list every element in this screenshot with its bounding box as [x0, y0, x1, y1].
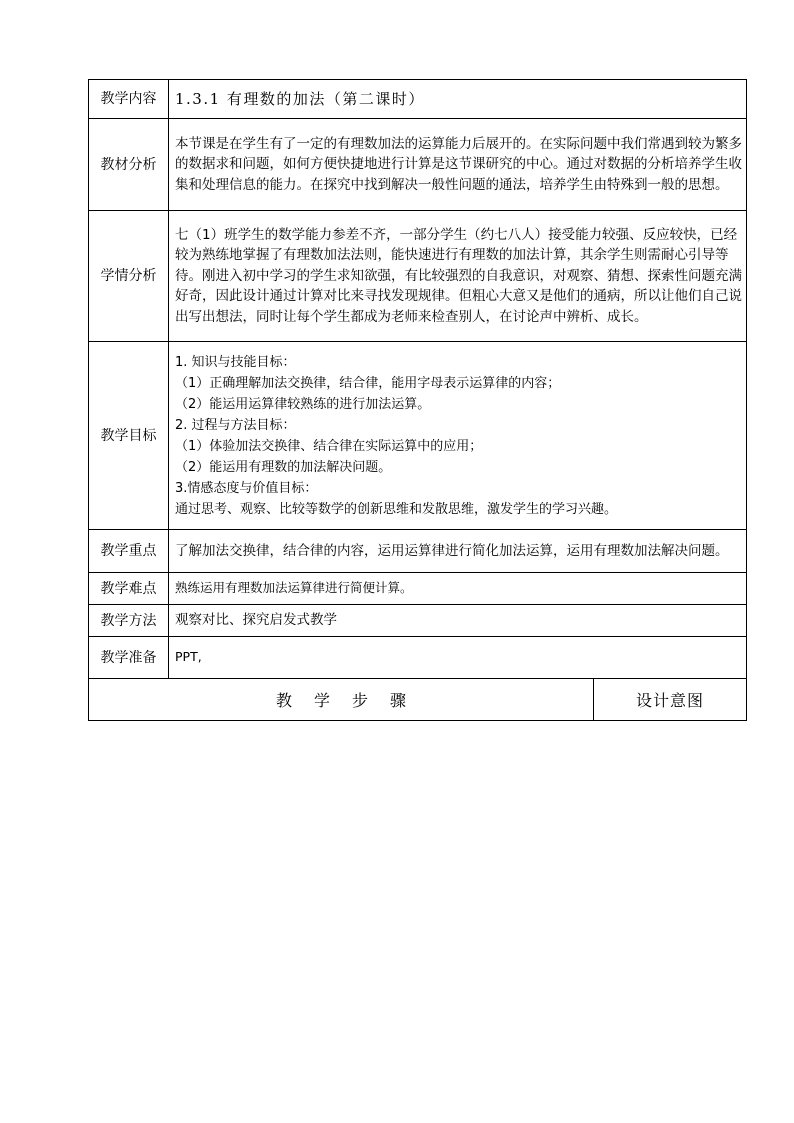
row-label-goals: 教学目标 [89, 342, 169, 530]
table-row [89, 530, 747, 573]
table-row [89, 605, 747, 637]
preparation-text: PPT, [169, 637, 747, 679]
design-intent-header: 设计意图 [594, 679, 747, 721]
goal-line: （2）能运用有理数的加法解决问题。 [175, 459, 392, 475]
table-row [89, 211, 747, 342]
difficulty-text: 熟练运用有理数加法运算律进行简便计算。 [169, 573, 747, 605]
teaching-steps-header: 教学步骤 [89, 679, 594, 721]
lesson-title: 1.3.1 有理数的加法（第二课时） [169, 80, 747, 119]
lesson-plan-table [88, 79, 747, 721]
goal-line: （1）体验加法交换律、结合律在实际运算中的应用； [175, 438, 483, 454]
teaching-goals [169, 342, 747, 530]
table-row [89, 119, 747, 211]
table-row [89, 637, 747, 679]
goal-line: （1）正确理解加法交换律，结合律，能用字母表示运算律的内容； [175, 375, 561, 391]
row-label-method: 教学方法 [89, 605, 169, 637]
row-label-key-points: 教学重点 [89, 530, 169, 573]
table-row [89, 679, 747, 721]
row-label-student-analysis: 学情分析 [89, 211, 169, 342]
goal-line: 2. 过程与方法目标： [175, 417, 296, 433]
key-points-text: 了解加法交换律，结合律的内容，运用运算律进行简化加法运算，运用有理数加法解决问题。 [169, 530, 747, 573]
goal-line: 通过思考、观察、比较等数学的创新思维和发散思维，激发学生的学习兴趣。 [175, 501, 618, 517]
row-label-textbook-analysis: 教材分析 [89, 119, 169, 211]
row-label-difficulty: 教学难点 [89, 573, 169, 605]
goal-line: 1. 知识与技能目标： [175, 354, 296, 370]
method-text: 观察对比、探究启发式教学 [169, 605, 747, 637]
table-row [89, 573, 747, 605]
table-row [89, 80, 747, 119]
textbook-analysis-text: 本节课是在学生有了一定的有理数加法的运算能力后展开的。在实际问题中我们常遇到较为繁多的数据求和问题，如何方便快捷地进行计算是这节课研究的中心。通过对数据的分析培养学生收集和处理信息的能力。在探究中找到解决一般性问题的通法，培养学生由特殊到一般的思想。 [169, 119, 747, 211]
goal-line: 3.情感态度与价值目标： [175, 480, 318, 496]
row-label-preparation: 教学准备 [89, 637, 169, 679]
table-row [89, 342, 747, 530]
row-label-content: 教学内容 [89, 80, 169, 119]
student-analysis-text: 七（1）班学生的数学能力参差不齐，一部分学生（约七八人）接受能力较强、反应较快，已经较为熟练地掌握了有理数加法法则，能快速进行有理数的加法计算，其余学生则需耐心引导等待。刚进入初中学习的学生求知欲强，有比较强烈的自我意识，对观察、猜想、探索性问题充满好奇，因此设计通过计算对比来寻找发现规律。但粗心大意又是他们的通病，所以让他们自己说出写出想法，同时让每个学生都成为老师来检查别人，在讨论声中辨析、成长。 [169, 211, 747, 342]
goal-line: （2）能运用运算律较熟练的进行加法运算。 [175, 396, 431, 412]
